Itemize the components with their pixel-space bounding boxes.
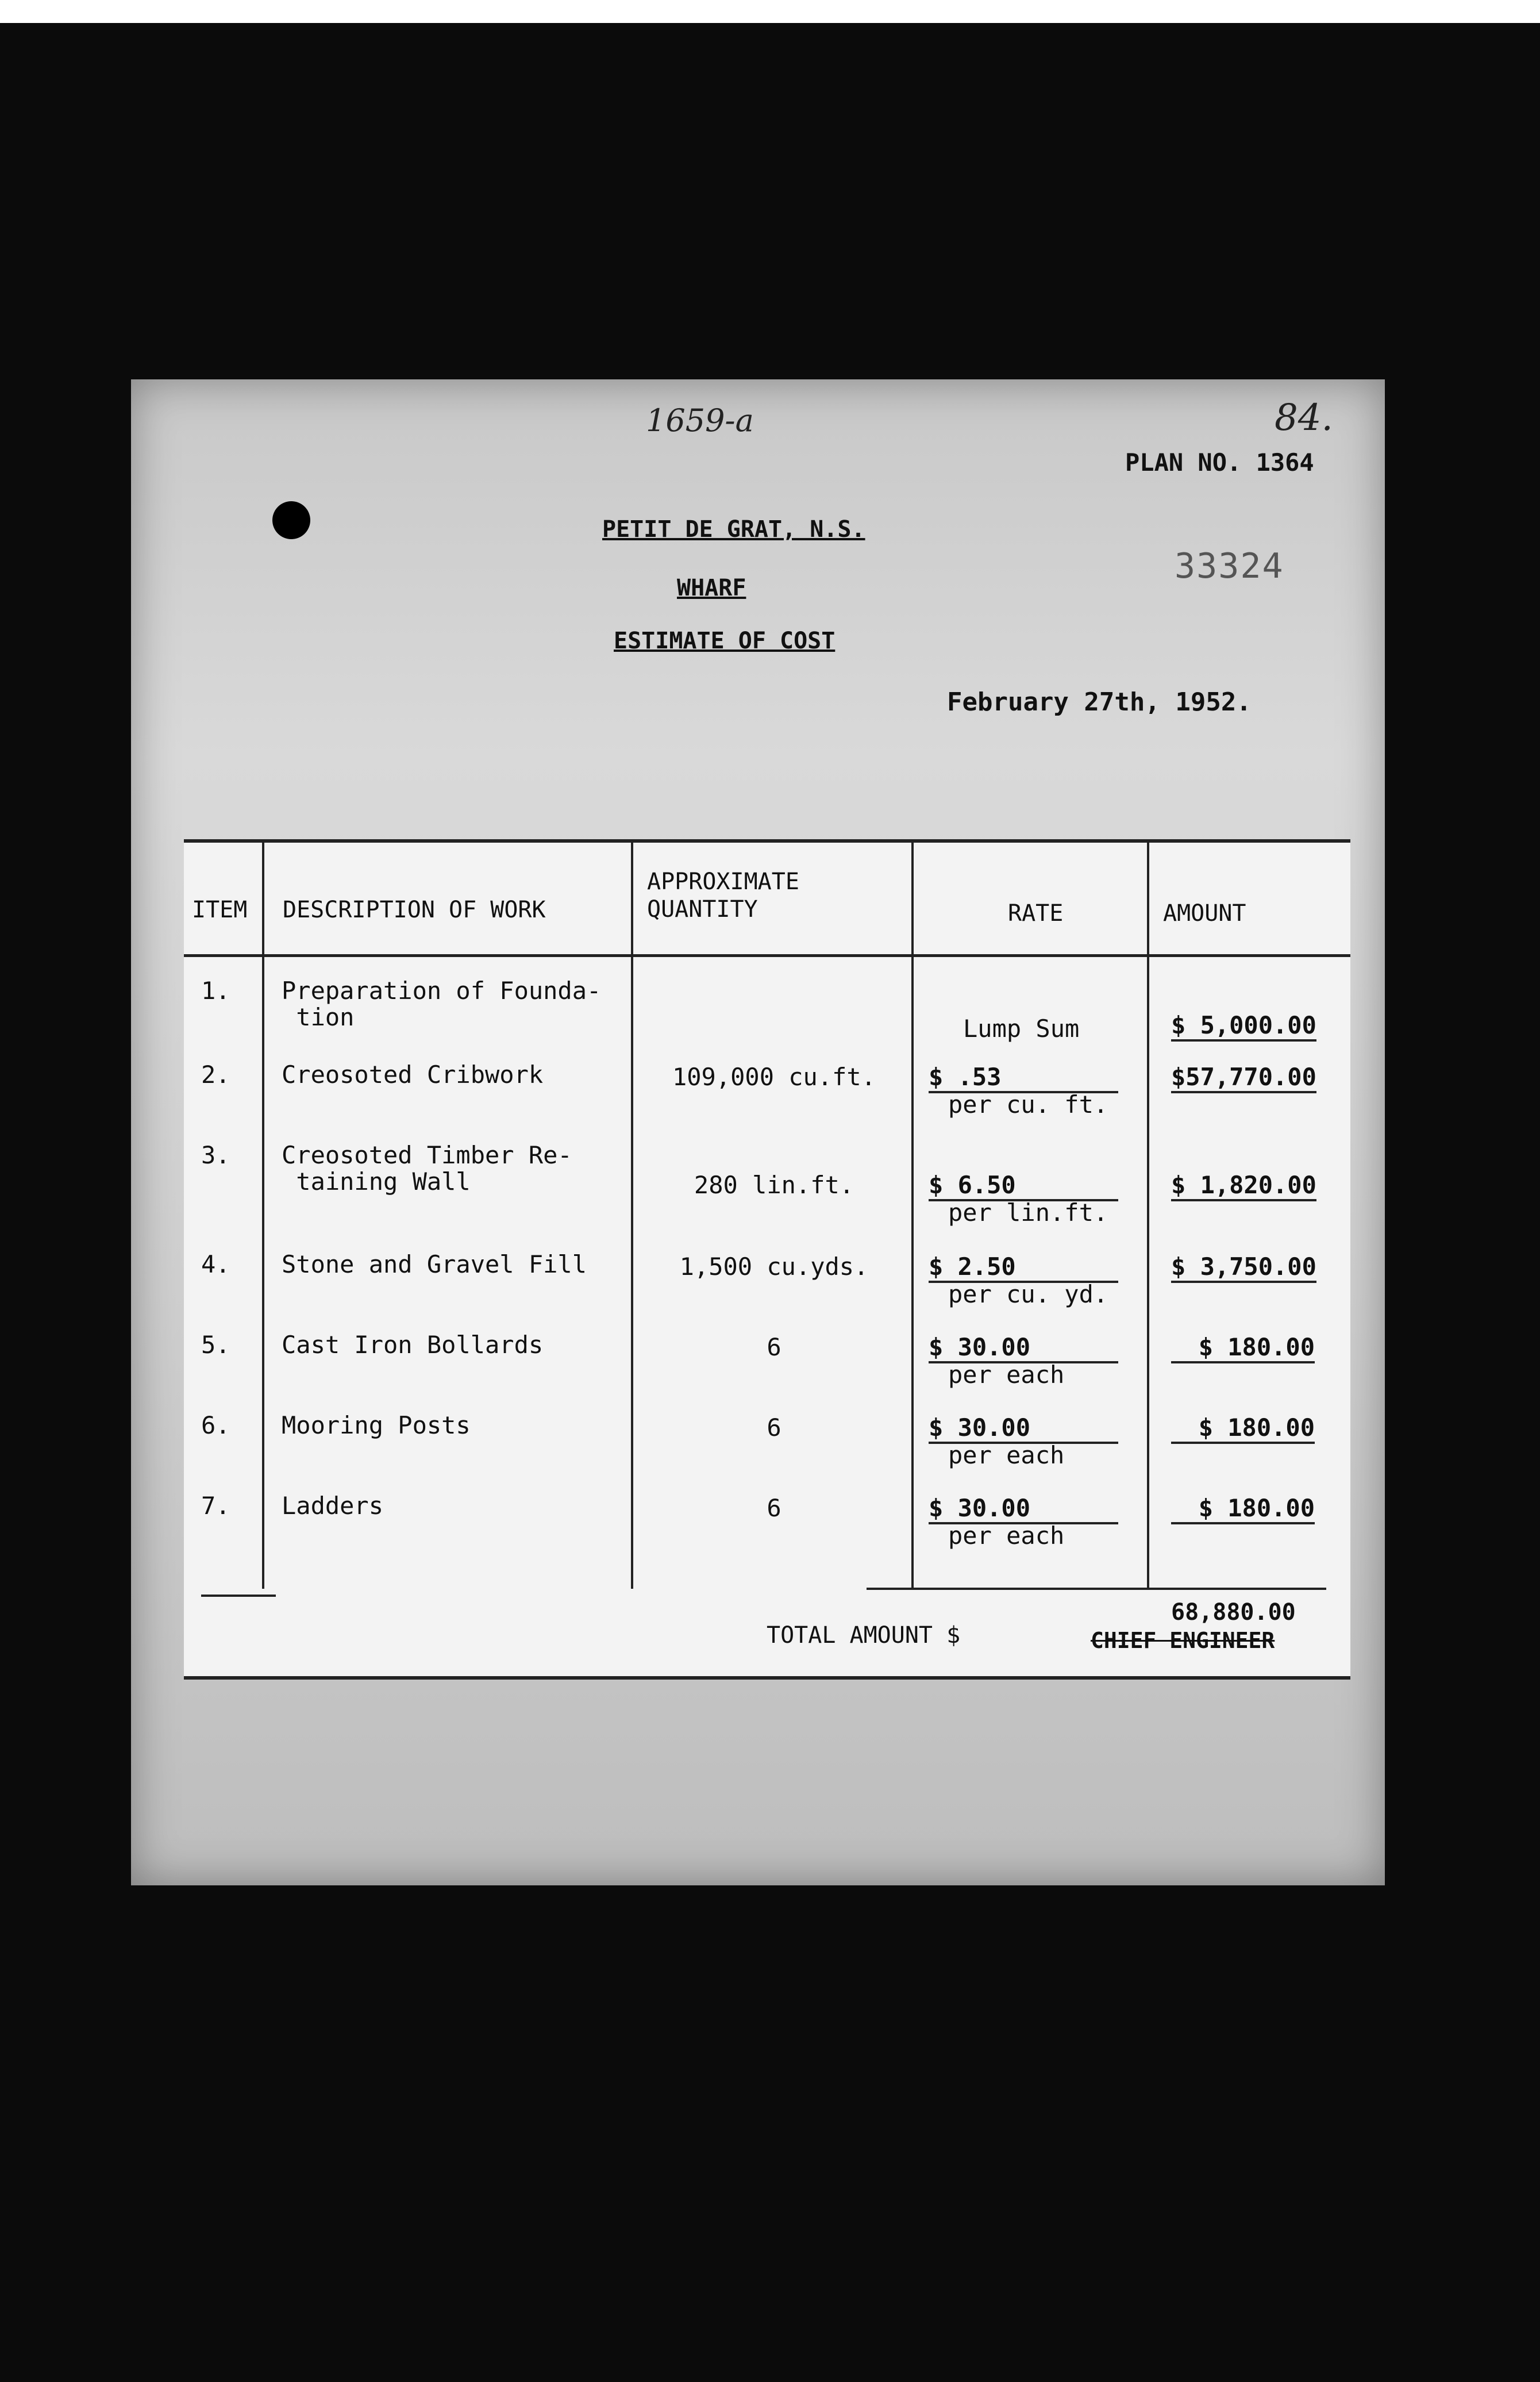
document-sheet [131, 379, 1385, 1885]
header-amount: AMOUNT [1163, 900, 1246, 927]
heading-subject: WHARF [677, 575, 746, 601]
row-4-desc-line1: Stone and Gravel Fill [282, 1250, 587, 1278]
row-6-amount-value: $ 180.00 [1171, 1414, 1315, 1444]
handwritten-file-ref: 1659-a [646, 402, 754, 439]
row-7-amount [1171, 1494, 1315, 1524]
row-6-rate [929, 1414, 1118, 1444]
row-2-quantity: 109,000 cu.ft. [672, 1063, 876, 1091]
row-6-quantity: 6 [767, 1413, 781, 1442]
row-4-rate-value: $ 2.50 [929, 1253, 1118, 1283]
heading-title: ESTIMATE OF COST [614, 628, 836, 654]
row-5-rate-unit: per each [948, 1361, 1065, 1389]
row-5-quantity: 6 [767, 1333, 781, 1361]
row-5-rate [929, 1334, 1118, 1363]
row-7-rate-unit: per each [948, 1522, 1065, 1550]
signature-title: CHIEF ENGINEER [1091, 1628, 1275, 1653]
row-4-quantity: 1,500 cu.yds. [679, 1253, 869, 1281]
row-2-amount [1171, 1063, 1316, 1093]
row-7-amount-value: $ 180.00 [1171, 1494, 1315, 1524]
film-frame-edge [0, 0, 1540, 23]
row-7-quantity: 6 [767, 1494, 781, 1522]
row-3-rate-unit: per lin.ft. [948, 1198, 1108, 1227]
row-1-item: 1. [201, 977, 230, 1005]
row-1-amount [1171, 1012, 1316, 1042]
header-rule [184, 954, 1350, 957]
row-4-rate-unit: per cu. yd. [948, 1280, 1108, 1308]
total-rule [867, 1588, 1326, 1590]
left-rule [201, 1595, 276, 1597]
row-1-rate: Lump Sum [963, 1015, 1080, 1043]
row-3-quantity: 280 lin.ft. [694, 1171, 854, 1199]
row-6-rate-unit: per each [948, 1441, 1065, 1469]
row-3-amount [1171, 1171, 1316, 1201]
handwritten-page-number: 84. [1275, 397, 1333, 439]
heading-place: PETIT DE GRAT, N.S. [602, 516, 865, 543]
header-rate: RATE [1008, 900, 1064, 927]
row-5-amount-value: $ 180.00 [1171, 1334, 1315, 1363]
row-3-desc-line1: Creosoted Timber Re- [282, 1141, 572, 1169]
row-7-item: 7. [201, 1492, 230, 1520]
document-date: February 27th, 1952. [947, 687, 1252, 717]
row-4-rate [929, 1253, 1118, 1283]
row-5-amount [1171, 1334, 1315, 1363]
header-quantity-line1: APPROXIMATE [647, 869, 799, 895]
row-1-desc-line2: tion [282, 1003, 355, 1031]
row-7-rate [929, 1494, 1118, 1524]
row-6-desc-line1: Mooring Posts [282, 1411, 471, 1439]
row-3-rate-value: $ 6.50 [929, 1171, 1118, 1201]
total-value: 68,880.00 [1171, 1599, 1296, 1626]
row-3-item: 3. [201, 1141, 230, 1169]
row-6-amount [1171, 1414, 1315, 1444]
estimate-table [184, 839, 1350, 1680]
row-7-desc-line1: Ladders [282, 1492, 384, 1520]
row-6-rate-value: $ 30.00 [929, 1414, 1118, 1444]
punch-hole [272, 501, 310, 539]
row-2-amount-value: $57,770.00 [1171, 1063, 1316, 1093]
row-6-item: 6. [201, 1411, 230, 1439]
row-1-desc-line1: Preparation of Founda- [282, 977, 602, 1005]
plan-number: PLAN NO. 1364 [1125, 448, 1314, 477]
row-4-amount [1171, 1253, 1316, 1283]
stamp-number: 33324 [1175, 546, 1284, 586]
header-item: ITEM [192, 897, 248, 923]
row-2-desc-line1: Creosoted Cribwork [282, 1061, 544, 1089]
row-4-amount-value: $ 3,750.00 [1171, 1253, 1316, 1283]
row-3-desc-line2: taining Wall [282, 1167, 471, 1196]
total-label: TOTAL AMOUNT $ [767, 1622, 961, 1649]
row-5-rate-value: $ 30.00 [929, 1334, 1118, 1363]
row-3-amount-value: $ 1,820.00 [1171, 1171, 1316, 1201]
row-4-item: 4. [201, 1250, 230, 1278]
row-3-rate [929, 1171, 1118, 1201]
header-quantity [647, 868, 799, 923]
row-1-amount-value: $ 5,000.00 [1171, 1012, 1316, 1042]
row-2-rate [929, 1063, 1118, 1093]
row-2-item: 2. [201, 1061, 230, 1089]
row-2-rate-unit: per cu. ft. [948, 1090, 1108, 1119]
row-5-item: 5. [201, 1331, 230, 1359]
header-description: DESCRIPTION OF WORK [283, 897, 546, 923]
header-quantity-line2: QUANTITY [647, 896, 758, 923]
row-7-rate-value: $ 30.00 [929, 1494, 1118, 1524]
row-5-desc-line1: Cast Iron Bollards [282, 1331, 544, 1359]
row-2-rate-value: $ .53 [929, 1063, 1118, 1093]
